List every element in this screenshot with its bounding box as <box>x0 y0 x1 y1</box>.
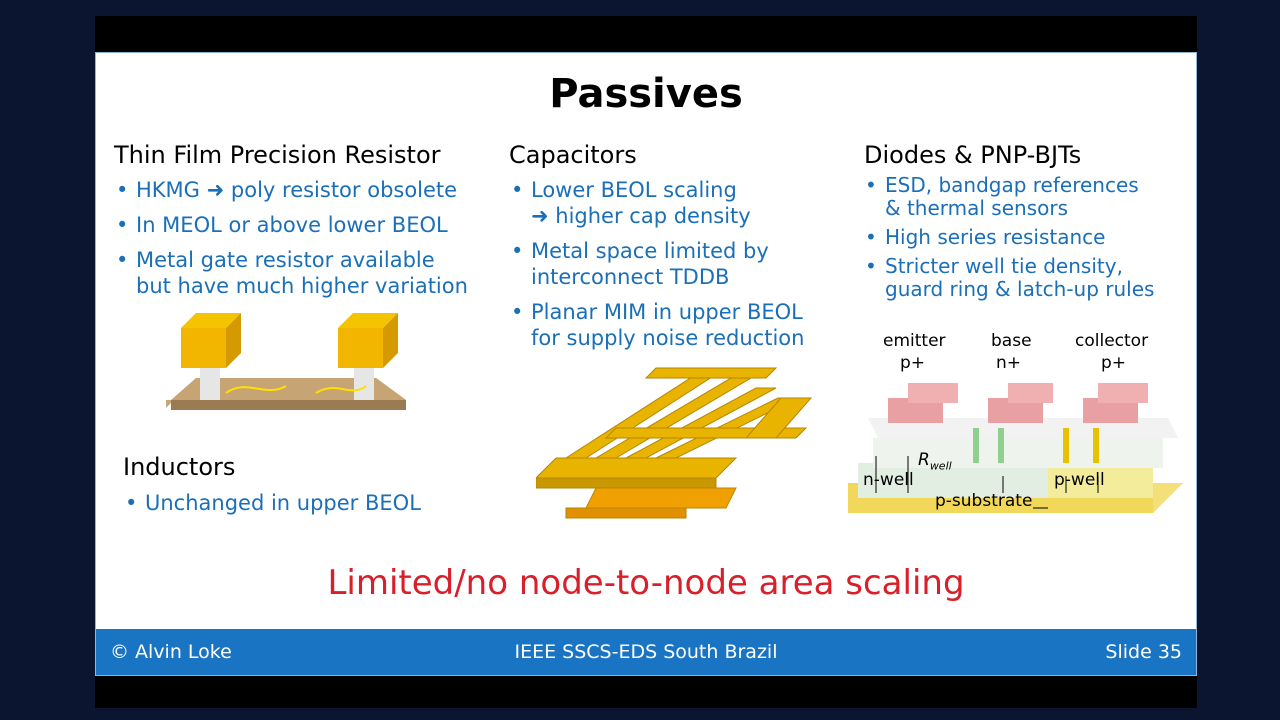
base-doping-label: n+ <box>996 353 1022 373</box>
diodes-heading: Diodes & PNP-BJTs <box>864 141 1082 169</box>
slide-title: Passives <box>549 71 743 117</box>
capacitor-illustration <box>536 358 816 523</box>
list-item: • High series resistance <box>863 226 1154 249</box>
footer-event: IEEE SSCS-EDS South Brazil <box>514 641 778 663</box>
emitter-doping-label: p+ <box>900 353 926 373</box>
list-item: • Stricter well tie density, guard ring & latch-up rules <box>863 255 1154 301</box>
video-top-letterbox <box>95 16 1197 52</box>
slide-footer <box>96 629 1196 675</box>
capacitors-heading: Capacitors <box>509 141 637 169</box>
bjt-diagram <box>848 328 1183 518</box>
resistor-bullets <box>114 177 468 308</box>
psubstrate-label: p-substrate <box>935 491 1033 511</box>
list-item: • ESD, bandgap references & thermal sensors <box>863 174 1154 220</box>
base-label: base <box>991 331 1032 351</box>
footer-slide-number: Slide 35 <box>1105 641 1182 663</box>
collector-label: collector <box>1075 331 1149 351</box>
resistor-heading: Thin Film Precision Resistor <box>114 141 441 169</box>
list-item: • Planar MIM in upper BEOL for supply noise reduction <box>509 299 804 351</box>
rwell-label <box>918 450 952 472</box>
inductors-bullets <box>123 490 421 525</box>
nwell-label: n-well <box>863 470 914 490</box>
pwell-label: p-well <box>1054 470 1105 490</box>
list-item: • HKMG ➜ poly resistor obsolete <box>114 177 468 203</box>
rwell-symbol: R <box>918 450 930 470</box>
footer-author: © Alvin Loke <box>110 641 232 663</box>
list-item: • In MEOL or above lower BEOL <box>114 212 468 238</box>
list-item: • Metal gate resistor available but have much higher variation <box>114 247 468 299</box>
inductors-heading: Inductors <box>123 453 236 481</box>
rwell-subscript: well <box>929 459 952 473</box>
emitter-label: emitter <box>883 331 946 351</box>
video-bottom-letterbox <box>95 676 1197 708</box>
list-item: • Lower BEOL scaling ➜ higher cap density <box>509 177 804 229</box>
capacitors-bullets <box>509 177 804 360</box>
diodes-bullets <box>863 174 1154 307</box>
resistor-illustration <box>166 308 416 428</box>
slide <box>95 52 1197 676</box>
scaling-highlight: Limited/no node-to-node area scaling <box>327 563 965 603</box>
collector-doping-label: p+ <box>1101 353 1127 373</box>
list-item: • Unchanged in upper BEOL <box>123 490 421 516</box>
list-item: • Metal space limited by interconnect TDDB <box>509 238 804 290</box>
